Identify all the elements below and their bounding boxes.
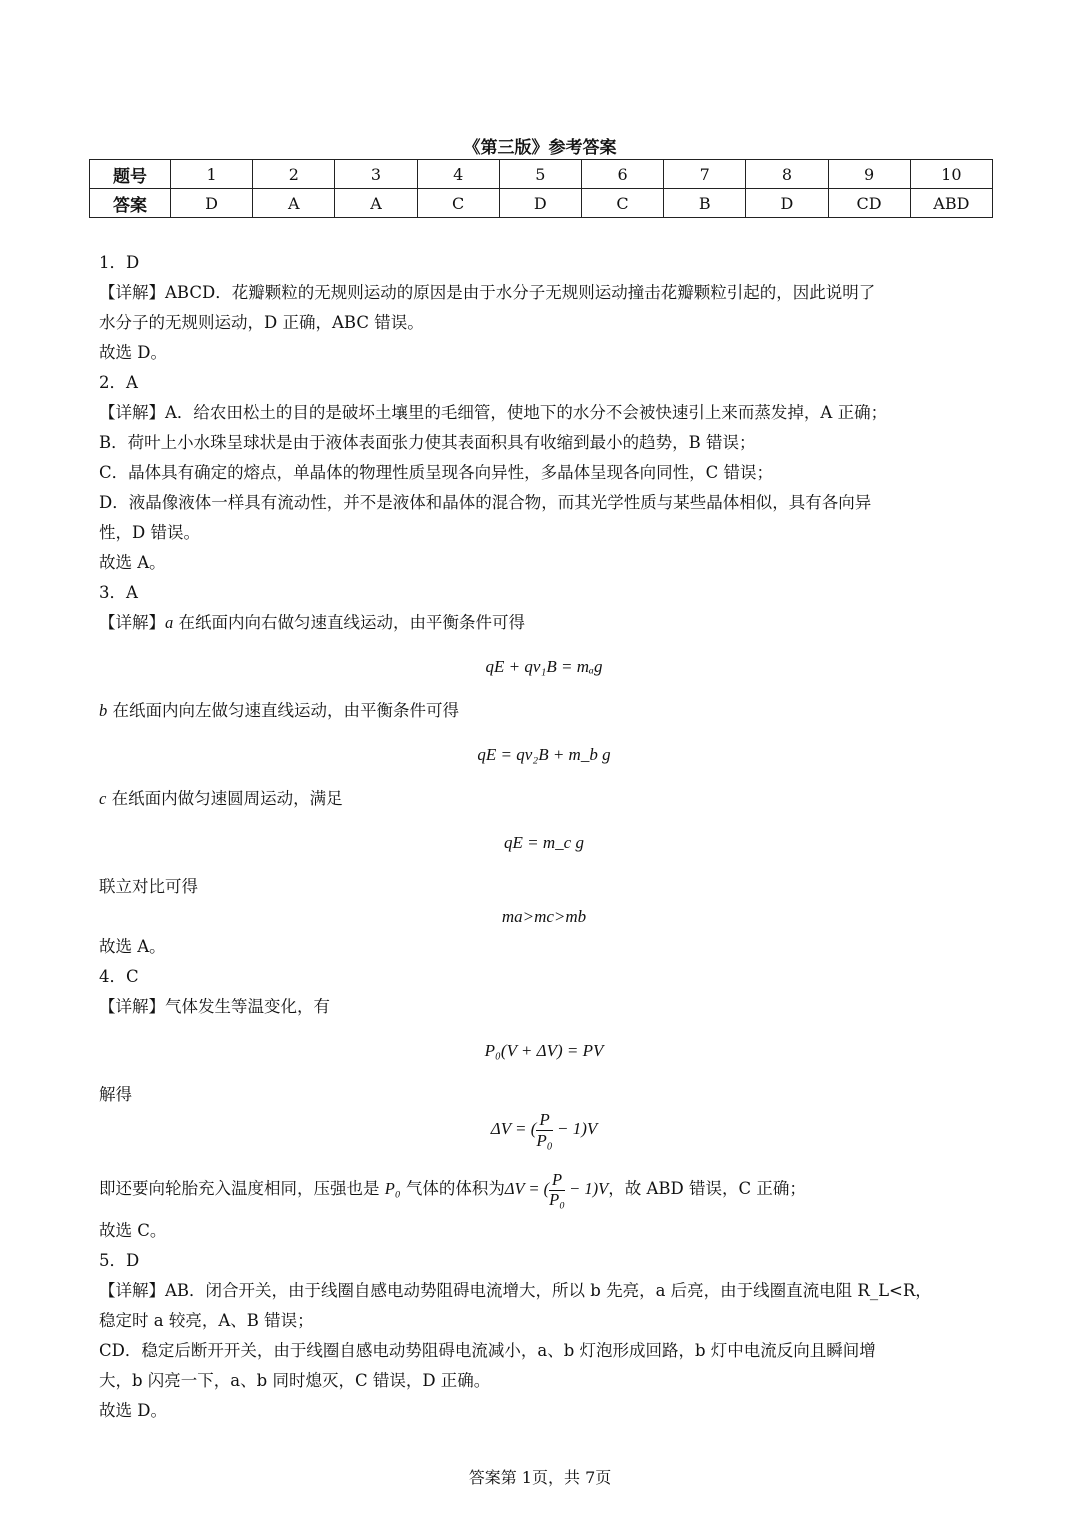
table-cell: D [746,189,828,218]
question-heading: 2．A [99,373,138,392]
explanation-line: B．荷叶上小水珠呈球状是由于液体表面张力使其表面积具有收缩到最小的趋势，B 错误； [99,433,756,452]
table-cell: D [499,189,581,218]
table-cell: 2 [253,160,335,189]
conclusion-line: 故选 A。 [99,937,166,956]
explanation-line: CD．稳定后断开开关，由于线圈自感电动势阻碍电流减小，a、b 灯泡形成回路，b 灯中电流反向且瞬间增 [99,1341,876,1360]
table-cell: C [417,189,499,218]
row-label-number: 题号 [90,160,171,189]
explanation-line: 【详解】A．给农田松土的目的是破坏土壤里的毛细管，使地下的水分不会被快速引上来而蒸发掉，A 正确； [99,403,888,422]
explanation-line: 水分子的无规则运动，D 正确，ABC 错误。 [99,313,424,332]
explanation-line: 解得 [99,1085,132,1104]
explanation-text: 即还要向轮胎充入温度相同，压强也是 [99,1179,385,1198]
explanation-text: 在纸面内向右做匀速直线运动，由平衡条件可得 [173,613,525,632]
explanation-line [99,784,989,814]
table-cell: B [664,189,746,218]
fraction-numerator: P [536,1110,552,1131]
table-cell: 3 [335,160,417,189]
explanation-text: ，故 ABD 错误，C 正确； [608,1179,806,1198]
explanation-line: D．液晶像液体一样具有流动性，并不是液体和晶体的混合物，而其光学性质与某些晶体相似，具有各向异 [99,493,872,512]
question-heading: 1．D [99,253,140,272]
question-heading: 5．D [99,1251,140,1270]
detail-prefix: 【详解】 [99,613,165,632]
explanation-line: 【详解】ABCD．花瓣颗粒的无规则运动的原因是由于水分子无规则运动撞击花瓣颗粒引起的，因此说明了 [99,283,876,302]
fraction-denominator: P₀ [536,1130,553,1150]
page-footer: 答案第 1页，共 7页 [468,1468,612,1487]
explanation-line: 大，b 闪亮一下，a、b 同时熄灭，C 错误，D 正确。 [99,1371,491,1390]
variable-a: a [165,613,174,632]
table-cell: C [581,189,663,218]
table-cell: A [335,189,417,218]
explanation-line [99,608,989,638]
explanation-line: 稳定时 a 较亮，A、B 错误； [99,1311,314,1330]
table-cell: ABD [910,189,992,218]
solutions-body [99,248,989,1426]
table-cell: 7 [664,160,746,189]
explanation-text: 气体的体积为 [400,1179,505,1198]
table-cell: D [171,189,253,218]
explanation-line: C．晶体具有确定的熔点，单晶体的物理性质呈现各向异性，多晶体呈现各向同性，C 错误； [99,463,773,482]
explanation-line [99,1162,989,1216]
explanation-line: 性，D 错误。 [99,523,200,542]
table-cell: 1 [171,160,253,189]
answer-table [89,159,993,218]
conclusion-line: 故选 D。 [99,343,167,362]
explanation-line [99,696,989,726]
equation: qE = qv₂B + m_b g [477,745,611,764]
inline-equation: ΔV = ( $\frac{P}{\text{P₀}}$ − 1)V [504,1169,609,1209]
table-row-answers [90,189,993,218]
table-cell: CD [828,189,910,218]
explanation-line: 【详解】气体发生等温变化，有 [99,997,330,1016]
explanation-line: 【详解】AB．闭合开关，由于线圈自感电动势阻碍电流增大，所以 b 先亮，a 后亮，由于线圈直流电阻 R_L<R， [99,1281,932,1300]
page-title: 《第三版》参考答案 [463,138,617,158]
explanation-text: 在纸面内向左做匀速直线运动，由平衡条件可得 [107,701,459,720]
row-label-answer: 答案 [90,189,171,218]
fraction [536,1110,552,1150]
equation: qE = m_c g [504,833,584,852]
table-cell: 10 [910,160,992,189]
table-row-numbers [90,160,993,189]
equation: ma>mc>mb [501,907,587,926]
conclusion-line: 故选 A。 [99,553,166,572]
variable-b: b [99,701,108,720]
table-cell: 6 [581,160,663,189]
explanation-text: 在纸面内做匀速圆周运动，满足 [106,789,343,808]
table-cell: 4 [417,160,499,189]
question-heading: 4．C [99,967,139,986]
table-cell: A [253,189,335,218]
conclusion-line: 故选 D。 [99,1401,167,1420]
equation: P₀(V + ΔV) = PV [484,1041,604,1060]
equation-left: ΔV = ( [490,1118,537,1138]
variable-c: c [99,789,107,808]
table-cell: 9 [828,160,910,189]
explanation-line: 联立对比可得 [99,877,198,896]
equation-right: − 1)V [552,1118,598,1138]
conclusion-line: 故选 C。 [99,1221,167,1240]
question-heading: 3．A [99,583,138,602]
table-cell: 8 [746,160,828,189]
equation: qE + qv₁B = mₐg [485,657,603,676]
equation [99,1110,989,1162]
table-cell: 5 [499,160,581,189]
variable-p0: P₀ [384,1179,401,1198]
